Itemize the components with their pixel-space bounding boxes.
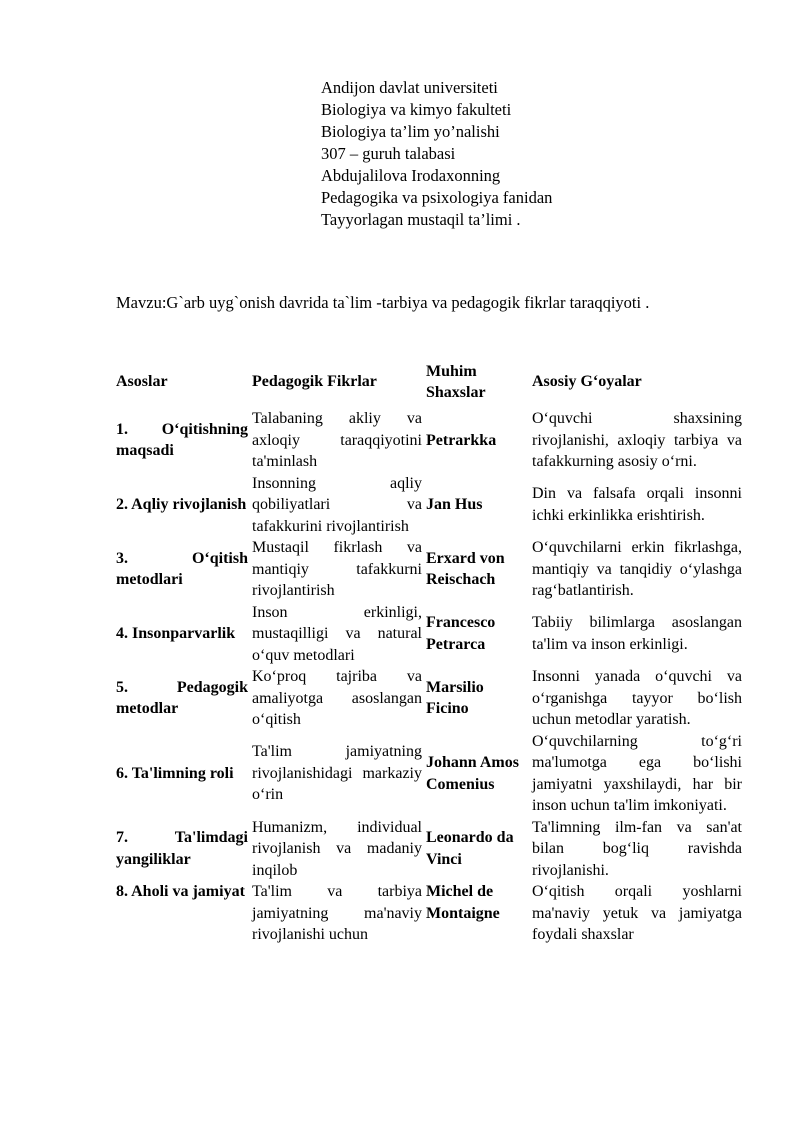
idea-cell: Inson erkinligi, mustaqilligi va natural o‘quv metodlari — [252, 603, 422, 664]
work-type-line: Tayyorlagan mustaqil ta’limi . — [321, 210, 521, 229]
main-idea-cell: Din va falsafa orqali insonni ichki erkinlikka erishtirish. — [532, 485, 742, 524]
person-cell: Erxard von Reischach — [426, 549, 505, 589]
main-idea-cell: Insonni yanada o‘quvchi va o‘rganishga tayyor bo‘lish uchun metodlar yaratish. — [532, 668, 742, 728]
basis-cell: 4. Insonparvarlik — [116, 625, 236, 642]
idea-cell: Mustaqil fikrlash va mantiqiy tafakkurni rivojlantirish — [252, 539, 422, 599]
table-row — [114, 602, 744, 667]
table-row — [114, 881, 744, 946]
program-line: Biologiya ta’lim yo’nalishi — [321, 122, 500, 141]
student-name-line: Abdujalilova Irodaxonning — [321, 166, 501, 185]
table-row — [114, 537, 744, 602]
basis-cell: 8. Aholi va jamiyat — [116, 883, 245, 900]
basis-cell: 7. Ta'limdagi yangiliklar — [116, 829, 248, 868]
person-cell: Jan Hus — [426, 496, 483, 513]
main-idea-cell: O‘qitish orqali yoshlarni ma'naviy yetuk va jamiyatga foydali shaxslar — [532, 883, 742, 943]
header-pedagogical-ideas: Pedagogik Fikrlar — [252, 373, 377, 391]
table-header-row — [114, 356, 744, 408]
main-idea-cell: O‘quvchi shaxsining rivojlanishi, axloqiy tarbiya va tafakkurning asosiy o‘rni. — [532, 410, 742, 470]
header-key-figures: Muhim Shaxslar — [426, 362, 486, 401]
idea-cell: Humanizm, individual rivojlanish va madaniy inqilob — [252, 818, 422, 879]
main-idea-cell: Ta'limning ilm-fan va san'at bilan bog‘liq ravishda rivojlanishi. — [532, 818, 742, 879]
main-idea-cell: Tabiiy bilimlarga asoslangan ta'lim va inson erkinligi. — [532, 614, 742, 653]
basis-cell: 6. Ta'limning roli — [116, 764, 234, 782]
header-main-ideas: Asosiy G‘oyalar — [532, 373, 642, 391]
main-idea-cell: O‘quvchilarni erkin fikrlashga, mantiqiy va tanqidiy o‘ylashga rag‘batlantirish. — [532, 539, 742, 599]
person-cell: Leonardo da Vinci — [426, 829, 514, 868]
basis-cell: 3. O‘qitish metodlari — [116, 549, 248, 589]
idea-cell: Insonning aqliy qobiliyatlari va tafakkurini rivojlantirish — [252, 474, 422, 535]
table-row — [114, 666, 744, 731]
person-cell: Michel de Montaigne — [426, 883, 500, 922]
basis-cell: 1. O‘qitishning maqsadi — [116, 420, 248, 460]
idea-cell: Talabaning akliy va axloqiy taraqqiyotini ta'minlash — [252, 410, 422, 470]
group-line: 307 – guruh talabasi — [321, 144, 456, 163]
table-row — [114, 408, 744, 473]
title-block — [321, 77, 552, 231]
idea-cell: Ko‘proq tajriba va amaliyotga asoslangan o‘qitish — [252, 668, 422, 728]
ideas-table — [114, 356, 744, 946]
basis-cell: 5. Pedagogik metodlar — [116, 678, 248, 718]
person-cell: Marsilio Ficino — [426, 678, 484, 718]
topic-line: Mavzu:G`arb uyg`onish davrida ta`lim -tarbiya va pedagogik fikrlar taraqqiyoti . — [116, 293, 650, 312]
basis-cell: 2. Aqliy rivojlanish — [116, 496, 247, 513]
idea-cell: Ta'lim jamiyatning rivojlanishidagi markaziy o‘rin — [252, 743, 422, 804]
university-line: Andijon davlat universiteti — [321, 78, 498, 97]
table-row — [114, 473, 744, 538]
table-row — [114, 817, 744, 882]
header-basis: Asoslar — [116, 373, 168, 391]
person-cell: Johann Amos Comenius — [426, 754, 519, 793]
main-idea-cell: O‘quvchilarning to‘g‘ri ma'lumotga ega bo‘lishi jamiyatni yaxshilaydi, har bir inson uchun ta'lim imkoniyati. — [532, 732, 742, 814]
person-cell: Francesco Petrarca — [426, 614, 496, 653]
faculty-line: Biologiya va kimyo fakulteti — [321, 100, 512, 119]
person-cell: Petrarkka — [426, 431, 497, 449]
idea-cell: Ta'lim va tarbiya jamiyatning ma'naviy rivojlanishi uchun — [252, 883, 422, 943]
subject-line: Pedagogika va psixologiya fanidan — [321, 188, 553, 207]
table-row — [114, 731, 744, 817]
